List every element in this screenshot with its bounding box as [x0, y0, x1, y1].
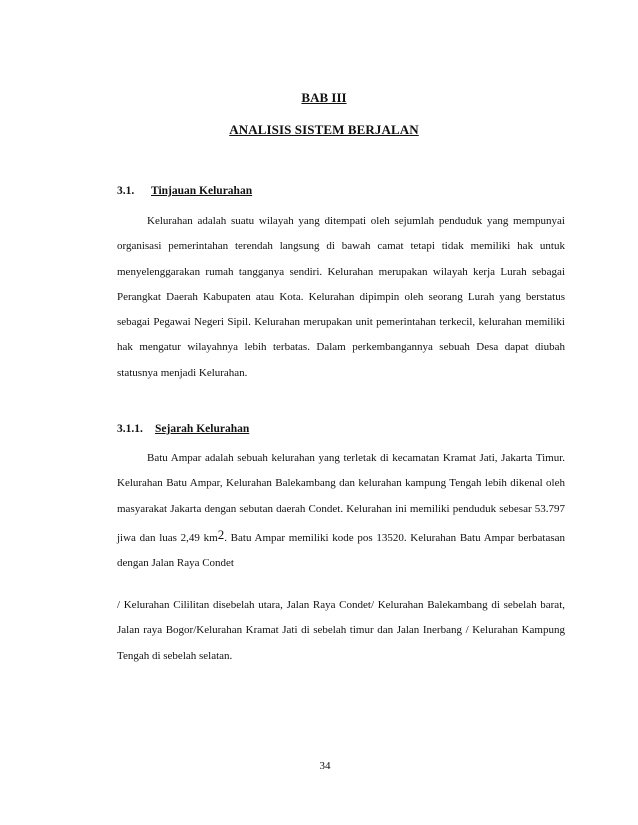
paragraph-text: Batu Ampar adalah sebuah kelurahan yang terletak di kecamatan Kramat Jati, Jakarta Timur. Kelurahan Batu Ampar, Kelurahan Balekambang dan kelurahan kampung Tengah lebih dikenal oleh masyarakat Jakarta dengan sebutan daerah Condet. Kelurahan ini memiliki penduduk sebesar 53.797 jiwa dan luas 2,49 km	[117, 452, 565, 544]
superscript: 2	[217, 526, 225, 542]
paragraph-sejarah-kelurahan	[117, 446, 565, 576]
paragraph-text: . Batu Ampar memiliki kode pos 13520. Kelurahan Batu Ampar berbatasan dengan Jalan Raya Condet	[117, 531, 565, 570]
section-title: Sejarah Kelurahan	[155, 423, 250, 435]
section-title: Tinjauan Kelurahan	[151, 185, 253, 197]
chapter-number: BAB III	[301, 90, 347, 105]
section-heading-3-1	[117, 185, 252, 197]
paragraph-batas-wilayah: / Kelurahan Cililitan disebelah utara, Jalan Raya Condet/ Kelurahan Balekambang di sebelah barat, Jalan raya Bogor/Kelurahan Kramat Jati di sebelah timur dan Jalan Inerbang / Kelurahan Kampung Tengah di sebelah selatan.	[117, 599, 565, 662]
section-heading-3-1-1	[117, 423, 249, 435]
page-number: 34	[319, 760, 331, 772]
section-number: 3.1.1.	[117, 423, 143, 435]
paragraph-tinjauan-kelurahan: Kelurahan adalah suatu wilayah yang ditempati oleh sejumlah penduduk yang mempunyai organisasi pemerintahan terendah langsung di bawah camat tetapi tidak memiliki hak untuk menyelenggarakan rumah tangganya sendiri. Kelurahan merupakan wilayah kerja Lurah sebagai Perangkat Daerah Kabupaten atau Kota. Kelurahan dipimpin oleh seorang Lurah yang berstatus sebagai Pegawai Negeri Sipil. Kelurahan merupakan unit pemerintahan terkecil, kelurahan memiliki hak mengatur wilayahnya lebih terbatas. Dalam perkembangannya sebuah Desa dapat diubah statusnya menjadi Kelurahan.	[117, 215, 565, 379]
section-number: 3.1.	[117, 185, 135, 197]
chapter-title: ANALISIS SISTEM BERJALAN	[229, 122, 419, 137]
